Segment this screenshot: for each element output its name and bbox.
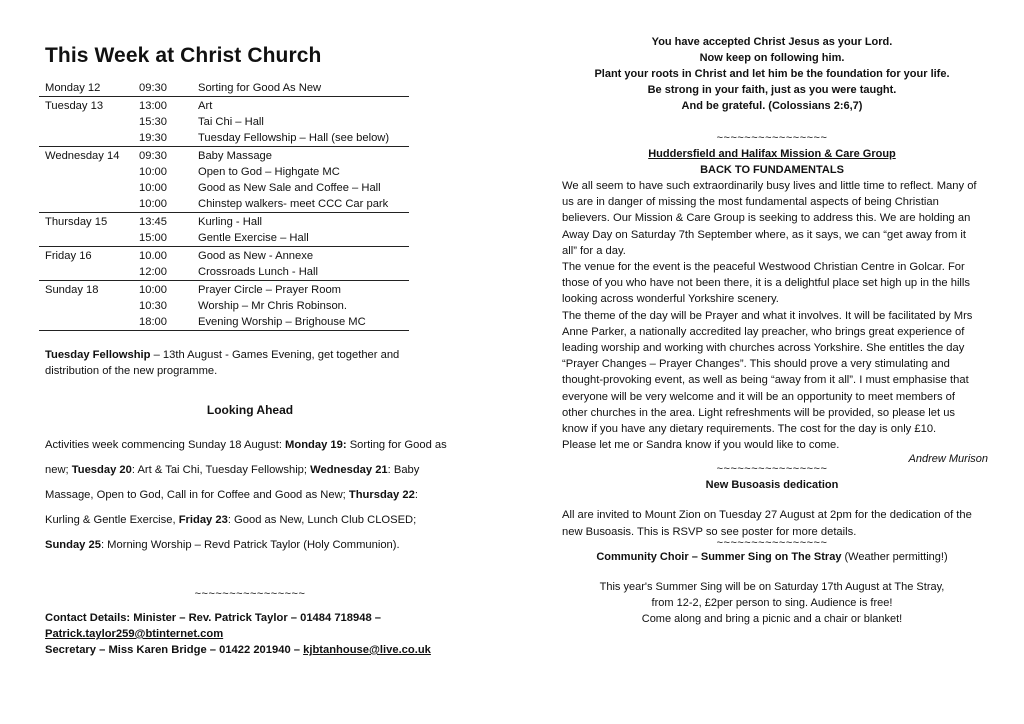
schedule-time: 09:30 — [133, 80, 192, 97]
schedule-time: 15:00 — [133, 230, 192, 247]
verse-line: Plant your roots in Christ and let him be the foundation for your life. — [594, 68, 950, 80]
mission-paragraph: We all seem to have such extraordinarily busy lives and little time to reflect. Many of us are in danger of missing the most fundamental aspects of being Christian believers. Our Mission & Care Group is seeking to address this. We are holding an Away Day on Saturday 7th September where, as it says, we can “get away from it all” for a day. — [562, 180, 977, 257]
schedule-row — [39, 281, 409, 299]
schedule-row — [39, 114, 409, 130]
schedule-day: Sunday 18 — [45, 284, 99, 296]
choir-note: (Weather permitting!) — [841, 550, 948, 563]
schedule-time: 18:00 — [133, 314, 192, 331]
schedule-row — [39, 164, 409, 180]
busoasis-heading: New Busoasis dedication — [705, 479, 839, 492]
schedule-row — [39, 130, 409, 147]
looking-ahead-paragraph — [45, 433, 455, 558]
contact-line-minister: Contact Details: Minister – Rev. Patrick Taylor – 01484 718948 – — [45, 612, 381, 624]
schedule-activity: Chinstep walkers- meet CCC Car park — [192, 196, 409, 213]
schedule-time: 10:00 — [139, 182, 167, 194]
verse-line: Now keep on following him. — [699, 52, 845, 64]
schedule-activity: Good as New Sale and Coffee – Hall — [198, 182, 381, 194]
schedule-activity: Gentle Exercise – Hall — [192, 230, 409, 247]
schedule-day — [39, 164, 133, 180]
ahead-day-text: : Morning Worship – Revd Patrick Taylor (Holy Communion). — [100, 539, 400, 551]
right-page — [562, 34, 988, 627]
schedule-time: 10.00 — [139, 250, 167, 262]
schedule-time: 13:45 — [139, 216, 167, 228]
schedule-row — [39, 298, 409, 314]
mission-paragraph: The venue for the event is the peaceful Westwood Christian Centre in Golcar. For those of you who have not been there, it is a delightful place set high up in the hills looking across wonderful Yorkshire scenery. — [562, 261, 970, 306]
divider: ~~~~~~~~~~~~~~~~ — [716, 132, 828, 144]
schedule-activity: Evening Worship – Brighouse MC — [192, 314, 409, 331]
schedule-activity: Crossroads Lunch - Hall — [192, 264, 409, 281]
schedule-time: 10:30 — [139, 300, 167, 312]
schedule-time: 09:30 — [139, 150, 167, 162]
signature: Andrew Murison — [908, 453, 988, 466]
ahead-day-text: : Baby Massage, Open to God, Call in for Coffee and Good as New; — [45, 464, 420, 501]
ahead-day-label: Monday 19: — [285, 439, 347, 451]
choir-heading: Community Choir – Summer Sing on The Stray — [596, 550, 842, 563]
schedule-activity: Sorting for Good As New — [192, 80, 409, 97]
divider: ~~~~~~~~~~~~~~~~ — [194, 588, 306, 600]
verse-line: Be strong in your faith, just as you were taught. — [647, 84, 897, 96]
schedule-row — [39, 196, 409, 213]
ahead-day-label: Friday 23 — [178, 514, 228, 526]
schedule-day: Wednesday 14 — [45, 150, 120, 162]
schedule-row — [39, 247, 409, 265]
schedule-time: 12:00 — [133, 264, 192, 281]
schedule-time: 13:00 — [139, 100, 167, 112]
ahead-day-label: Sunday 25 — [45, 539, 101, 551]
mission-heading: Huddersfield and Halifax Mission & Care Group — [648, 148, 896, 160]
fellowship-note — [45, 347, 455, 379]
ahead-day-text: : Kurling & Gentle Exercise, — [45, 489, 418, 526]
schedule-day — [39, 298, 133, 314]
schedule-row — [39, 230, 409, 247]
choir-line: from 12-2, £2per person to sing. Audience is free! — [651, 596, 893, 609]
ahead-day-label: Wednesday 21 — [310, 464, 388, 476]
schedule-day — [39, 230, 133, 247]
mission-body — [562, 178, 982, 453]
fellowship-label: Tuesday Fellowship — [45, 349, 151, 361]
schedule-day: Friday 16 — [45, 250, 92, 262]
page-title: This Week at Christ Church — [45, 44, 322, 67]
schedule-day: Tuesday 13 — [45, 100, 104, 112]
schedule-time: 19:30 — [133, 130, 192, 147]
schedule-row — [39, 80, 409, 97]
schedule-day: Monday 12 — [39, 80, 133, 97]
ahead-day-label: Tuesday 20 — [71, 464, 132, 476]
schedule-activity: Good as New - Annexe — [198, 250, 314, 262]
schedule-row — [39, 97, 409, 115]
schedule-time: 10:00 — [133, 196, 192, 213]
weekly-schedule-table — [39, 80, 409, 331]
secretary-text: Secretary – Miss Karen Bridge – 01422 201940 – — [45, 644, 304, 656]
left-page — [45, 40, 455, 658]
schedule-day — [39, 114, 133, 130]
schedule-activity: Worship – Mr Chris Robinson. — [198, 300, 348, 312]
schedule-row — [39, 147, 409, 165]
mission-subheading: BACK TO FUNDAMENTALS — [700, 164, 844, 176]
choir-line: This year's Summer Sing will be on Saturday 17th August at The Stray, — [599, 580, 945, 593]
choir-details — [562, 579, 982, 627]
schedule-day: Thursday 15 — [45, 216, 108, 228]
schedule-time: 10:00 — [139, 284, 167, 296]
schedule-row — [39, 213, 409, 231]
schedule-activity: Baby Massage — [198, 150, 273, 162]
divider: ~~~~~~~~~~~~~~~~ — [716, 536, 828, 549]
schedule-day — [39, 264, 133, 281]
mission-paragraph: Please let me or Sandra know if you would like to come. — [562, 439, 840, 452]
schedule-activity: Open to God – Highgate MC — [198, 166, 340, 178]
secretary-email-link[interactable]: kjbtanhouse@live.co.uk — [303, 644, 431, 656]
schedule-activity: Tuesday Fellowship – Hall (see below) — [192, 130, 409, 147]
schedule-activity: Prayer Circle – Prayer Room — [198, 284, 341, 296]
looking-ahead-intro: Activities week commencing Sunday 18 August: — [45, 439, 286, 451]
scripture-verse — [562, 34, 982, 114]
schedule-activity: Tai Chi – Hall — [198, 116, 264, 128]
ahead-day-text: : Art & Tai Chi, Tuesday Fellowship; — [131, 464, 311, 476]
schedule-day — [39, 130, 133, 147]
choir-heading-line — [562, 549, 982, 565]
schedule-day — [39, 314, 133, 331]
ahead-day-text: Sorting for Good as new; — [45, 439, 447, 476]
schedule-day — [39, 196, 133, 213]
schedule-activity: Kurling - Hall — [198, 216, 263, 228]
mission-paragraph: The theme of the day will be Prayer and what it involves. It will be facilitated by Mrs Anne Parker, a nationally accredited lay preacher, who brings great experience of leading worship and working with churches across Yorkshire. She entitles the day “Prayer Changes – Prayer Changes”. This should prove a very stimulating and thought-provoking event, as well as being “away from it all”. I must emphasise that everyone will be very welcome and it will be an opportunity to meet members of other churches in the area. Light refreshments will be provided, so please let us know if you have any dietary requirements. The cost for the day is only £10. — [562, 309, 973, 436]
minister-email-link[interactable]: Patrick.taylor259@btinternet.com — [45, 628, 224, 640]
contact-line-secretary — [45, 642, 455, 658]
choir-line: Come along and bring a picnic and a chair or blanket! — [641, 612, 903, 625]
schedule-activity: Art — [198, 100, 213, 112]
ahead-day-text: : Good as New, Lunch Club CLOSED; — [227, 514, 417, 526]
busoasis-text: All are invited to Mount Zion on Tuesday 27 August at 2pm for the dedication of the new Busoasis. This is RSVP so see poster for more details. — [562, 509, 972, 538]
schedule-time: 15:30 — [139, 116, 167, 128]
looking-ahead-heading: Looking Ahead — [206, 403, 294, 417]
schedule-row — [39, 180, 409, 196]
fellowship-text: – 13th August - Games Evening, get together and distribution of the new programme. — [45, 349, 400, 377]
schedule-time: 10:00 — [139, 166, 167, 178]
schedule-row — [39, 264, 409, 281]
ahead-day-label: Thursday 22 — [348, 489, 415, 501]
schedule-day — [39, 180, 133, 196]
schedule-row — [39, 314, 409, 331]
divider: ~~~~~~~~~~~~~~~~ — [716, 463, 828, 476]
verse-line: You have accepted Christ Jesus as your Lord. — [651, 36, 893, 48]
verse-line: And be grateful. (Colossians 2:6,7) — [681, 100, 863, 112]
